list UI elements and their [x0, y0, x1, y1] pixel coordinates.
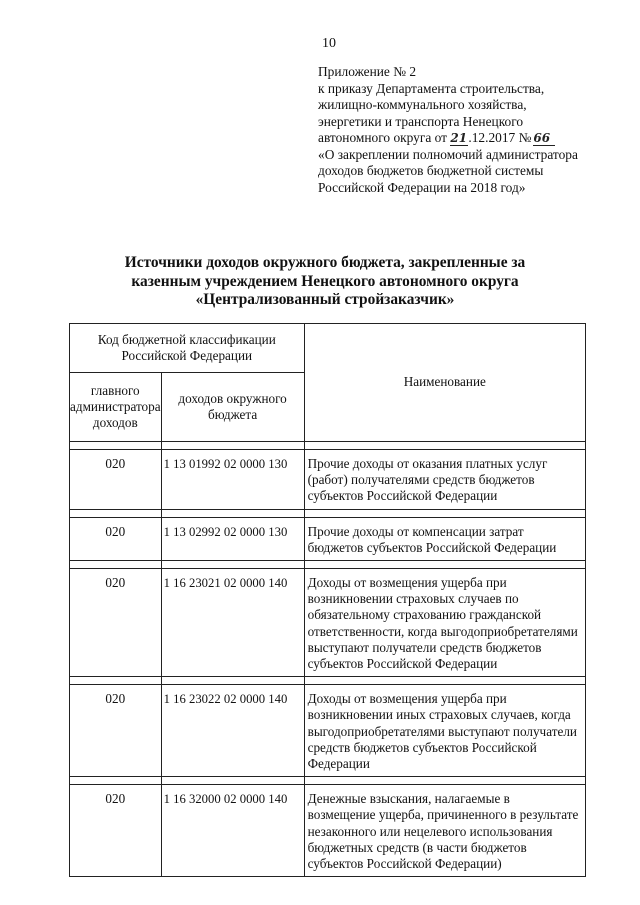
annex-line-text: автономного округа от [318, 130, 448, 145]
page-number: 10 [322, 36, 336, 51]
income-name-cell: Денежные взыскания, налагаемые в возмещение ущерба, причиненного в результате незаконного или нецелевого использования бюджетных средств (в части бюджетов субъектов Российской Федерации) [304, 785, 585, 877]
table-spacer-row [70, 561, 586, 569]
admin-code-cell: 020 [70, 785, 162, 877]
income-name-cell: Прочие доходы от компенсации затрат бюджетов субъектов Российской Федерации [304, 517, 585, 560]
header-chief-administrator: главного администратора доходов [70, 373, 162, 442]
annex-line: энергетики и транспорта Ненецкого [318, 113, 524, 129]
annex-line: Российской Федерации на 2018 год» [318, 179, 526, 195]
admin-code-cell: 020 [70, 569, 162, 677]
table-spacer-row [70, 509, 586, 517]
annex-block [318, 64, 618, 196]
budget-code-cell: 1 13 01992 02 0000 130 [161, 450, 304, 510]
table-body [70, 450, 586, 877]
annex-line: жилищно-коммунального хозяйства, [318, 97, 527, 112]
income-sources-table [69, 323, 586, 877]
handwritten-number: 66 [533, 132, 555, 146]
table-spacer-row [70, 442, 586, 450]
annex-line: «О закреплении полномочий администратора [318, 146, 578, 162]
handwritten-day: 21 [450, 131, 468, 145]
budget-code-cell: 1 16 23021 02 0000 140 [161, 569, 304, 677]
admin-code-cell: 020 [70, 685, 162, 777]
budget-code-cell: 1 13 02992 02 0000 130 [161, 517, 304, 560]
budget-code-cell: 1 16 32000 02 0000 140 [161, 785, 304, 877]
title-line: Источники доходов окружного бюджета, закрепленные за [124, 254, 526, 271]
table-row [70, 517, 586, 560]
income-name-cell: Доходы от возмещения ущерба при возникновении иных страховых случаев, когда выгодоприобретателями выступают получатели средств бюджетов субъектов Российской Федерации [304, 685, 585, 777]
table-header-row [70, 324, 586, 373]
document-title [100, 254, 550, 310]
header-name: Наименование [304, 324, 585, 442]
table-row [70, 569, 586, 677]
table-spacer-row [70, 777, 586, 785]
income-name-cell: Прочие доходы от оказания платных услуг (работ) получателями средств бюджетов субъектов Российской Федерации [304, 450, 585, 510]
annex-line: доходов бюджетов бюджетной системы [318, 163, 544, 178]
annex-line-text: .12.2017 № [468, 130, 532, 145]
annex-date-line [318, 130, 618, 147]
admin-code-cell: 020 [70, 450, 162, 510]
header-district-budget-income: доходов окружного бюджета [161, 373, 304, 442]
table-row [70, 685, 586, 777]
annex-line: к приказу Департамента строительства, [318, 80, 545, 96]
admin-code-cell: 020 [70, 517, 162, 560]
header-budget-classification: Код бюджетной классификации Российской Федерации [70, 324, 305, 373]
table-spacer-row [70, 677, 586, 685]
income-name-cell: Доходы от возмещения ущерба при возникновении страховых случаев по обязательному страхованию гражданской ответственности, когда выгодоприобретателями выступают получатели средств бюджетов субъектов Российской Федерации [304, 569, 585, 677]
table-row [70, 450, 586, 510]
title-line: казенным учреждением Ненецкого автономного округа [131, 272, 519, 290]
table-row [70, 785, 586, 877]
title-line: «Централизованный стройзаказчик» [195, 291, 455, 308]
annex-line: Приложение № 2 [318, 64, 417, 79]
budget-code-cell: 1 16 23022 02 0000 140 [161, 685, 304, 777]
